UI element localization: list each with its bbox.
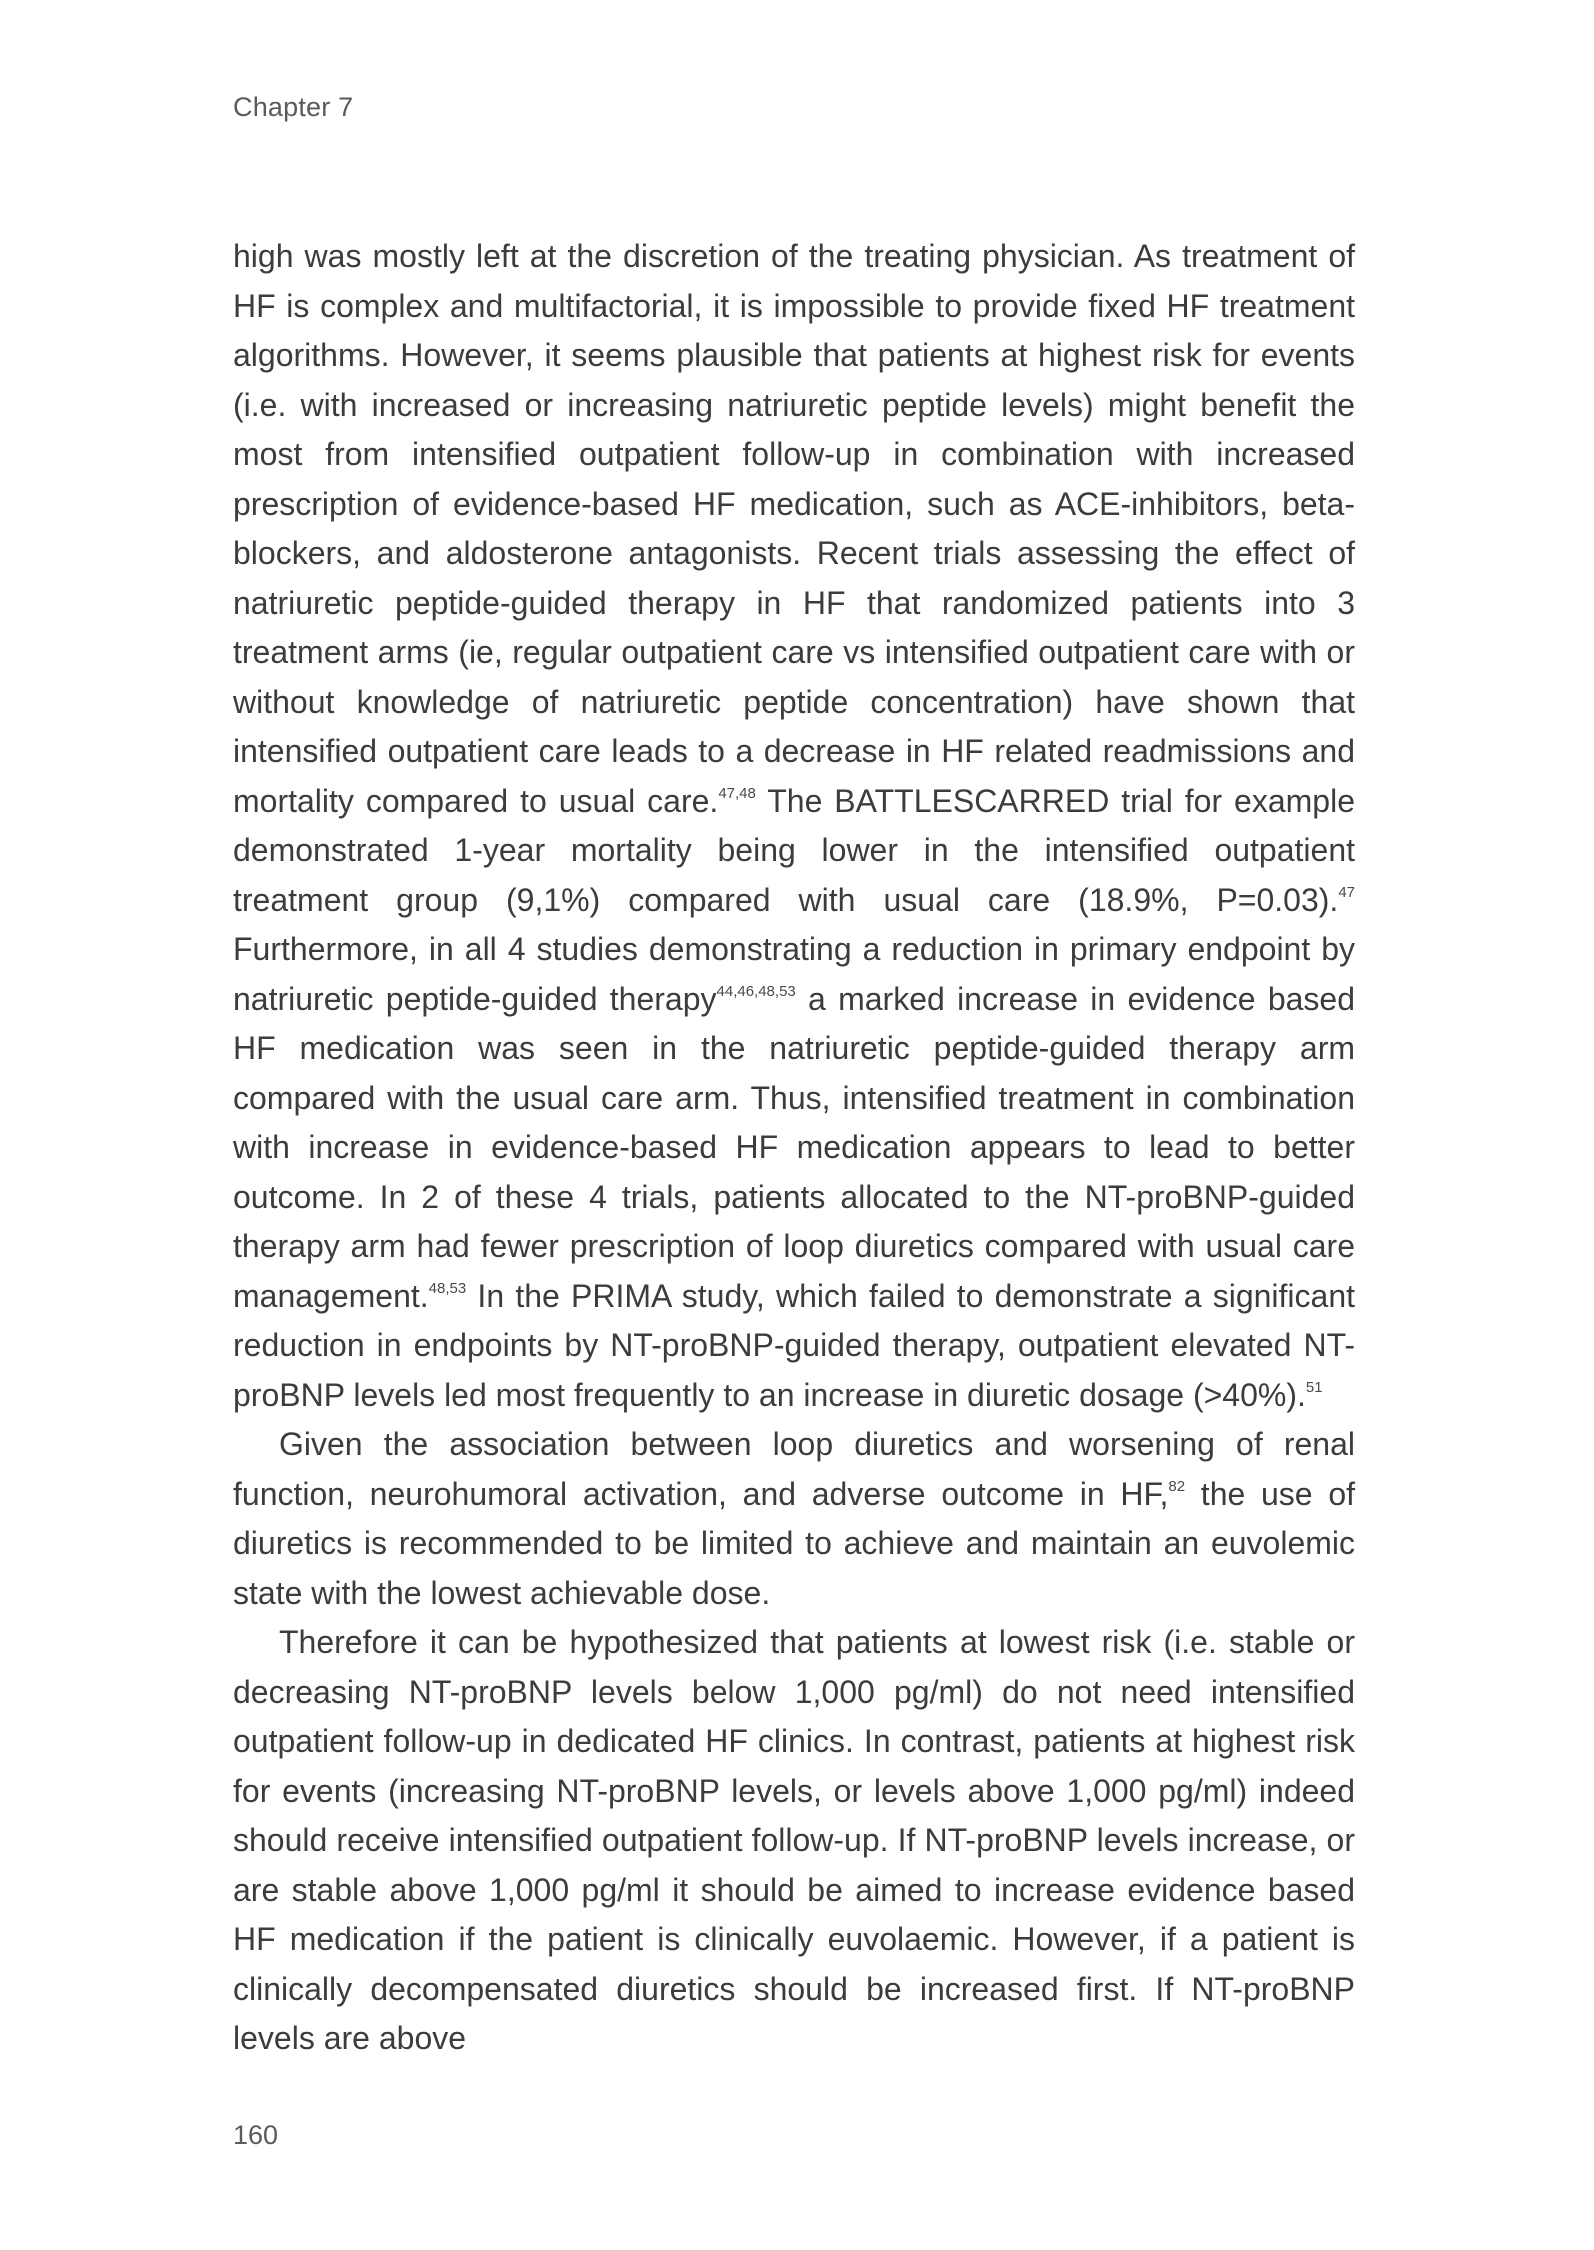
paragraph-1 [233, 232, 1355, 1420]
page-number: 160 [233, 2120, 279, 2150]
paragraph-1-text-d: a marked increase in evidence based HF medication was seen in the natriuretic peptide-guided therapy arm compared with the usual care arm. Thus, intensified treatment in combination with increase in evidence-based HF medication appears to lead to better outcome. In 2 of these 4 trials, patients allocated to the NT-proBNP-guided therapy arm had fewer prescription of loop diuretics compared with usual care management. [233, 980, 1356, 1314]
citation-superscript: 51 [1305, 1378, 1323, 1396]
citation-superscript: 44,46,48,53 [716, 982, 796, 1000]
paragraph-2-text-b: the use of diuretics is recommended to be limited to achieve and maintain an euvolemic state with the lowest achievable dose. [233, 1475, 1356, 1611]
citation-superscript: 82 [1168, 1477, 1186, 1495]
paragraph-1-text-e: In the PRIMA study, which failed to demonstrate a significant reduction in endpoints by NT-proBNP-guided therapy, outpatient elevated NT-proBNP levels led most frequently to an increase in diuretic dosage (>40%). [233, 1277, 1355, 1413]
paragraph-3: Therefore it can be hypothesized that patients at lowest risk (i.e. stable or decreasing NT-proBNP levels below 1,000 pg/ml) do not need intensified outpatient follow-up in dedicated HF clinics. In contrast, patients at highest risk for events (increasing NT-proBNP levels, or levels above 1,000 pg/ml) indeed should receive intensified outpatient follow-up. If NT-proBNP levels increase, or are stable above 1,000 pg/ml it should be aimed to increase evidence based HF medication if the patient is clinically euvolaemic. However, if a patient is clinically decompensated diuretics should be increased first. If NT-proBNP levels are above [233, 1624, 1355, 2056]
paragraph-1-text-b: The BATTLESCARRED trial for example demonstrated 1-year mortality being lower in the intensified outpatient treatment group (9,1%) compared with usual care (18.9%, P=0.03). [233, 782, 1356, 918]
paragraph-1-text-a: high was mostly left at the discretion of the treating physician. As treatment of HF is complex and multifactorial, it is impossible to provide fixed HF treatment algorithms. However, it seems plausible that patients at highest risk for events (i.e. with increased or increasing natriuretic peptide levels) might benefit the most from intensified outpatient follow-up in combination with increased prescription of evidence-based HF medication, such as ACE-inhibitors, beta-blockers, and aldosterone antagonists. Recent trials assessing the effect of natriuretic peptide-guided therapy in HF that randomized patients into 3 treatment arms (ie, regular outpatient care vs intensified outpatient care with or without knowledge of natriuretic peptide concentration) have shown that intensified outpatient care leads to a decrease in HF related readmissions and mortality compared to usual care. [233, 238, 1355, 819]
running-head-chapter: Chapter 7 [233, 92, 354, 122]
paragraph-1-text-c: Furthermore, in all 4 studies demonstrating a reduction in primary endpoint by natriuretic peptide-guided therapy [233, 931, 1355, 1017]
citation-superscript: 48,53 [428, 1279, 467, 1297]
citation-superscript: 47,48 [718, 784, 756, 802]
citation-superscript: 47 [1338, 883, 1355, 901]
paragraph-2-text-a: Given the association between loop diuretics and worsening of renal function, neurohumoral activation, and adverse outcome in HF, [233, 1426, 1355, 1512]
body-text [233, 232, 1355, 2064]
paragraph-2 [233, 1420, 1355, 1618]
